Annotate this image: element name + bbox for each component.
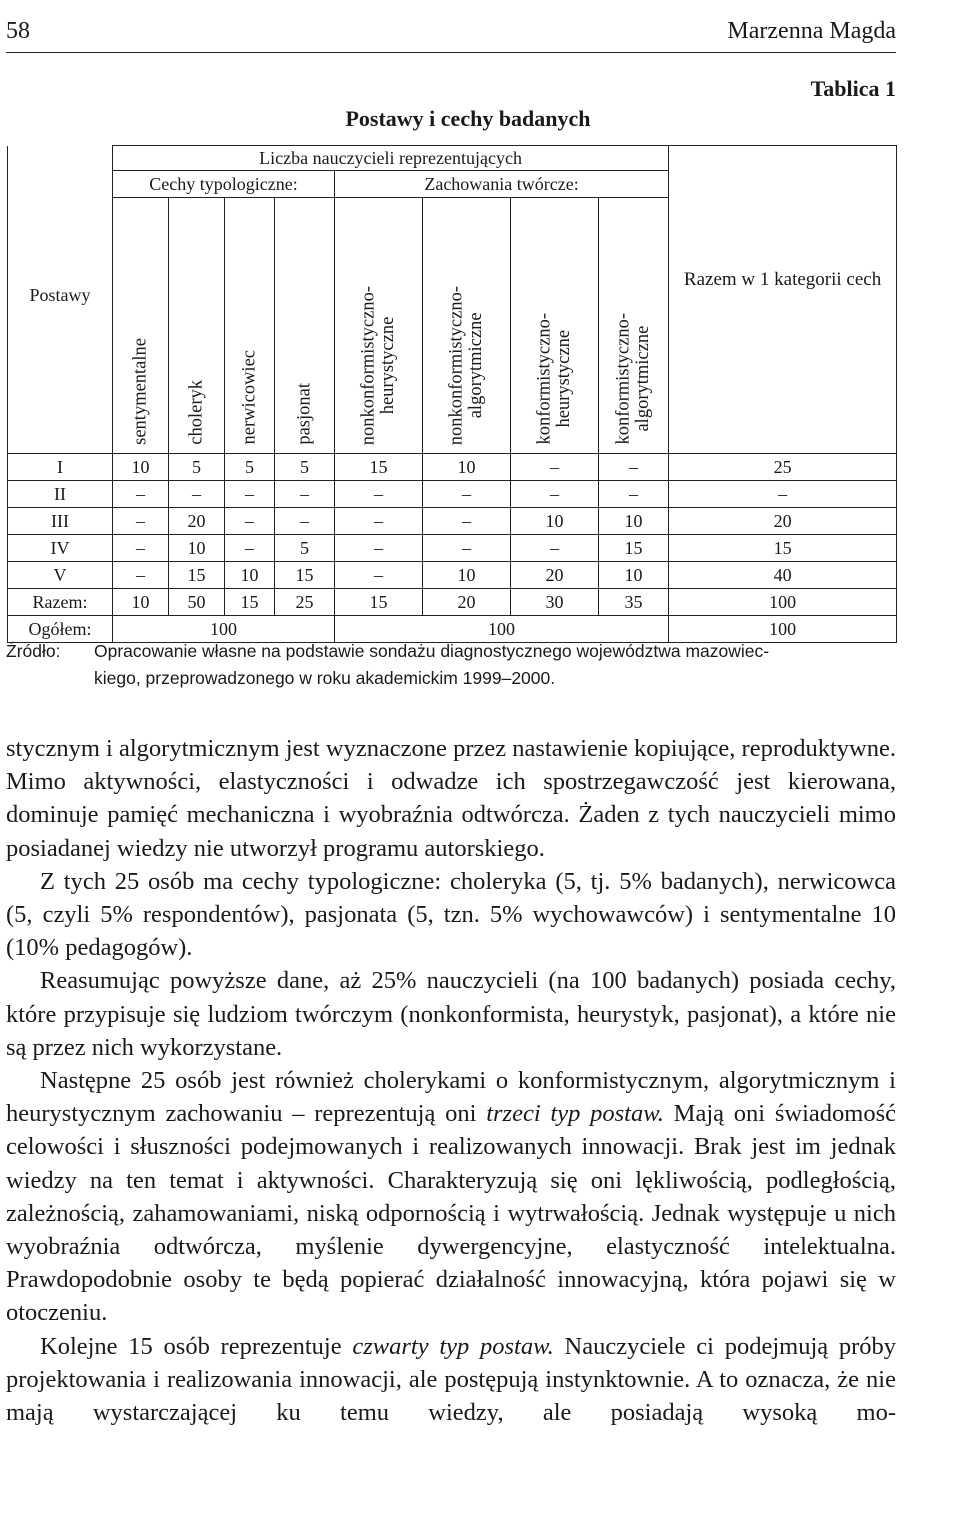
overall-total: 100 xyxy=(669,616,897,643)
paragraph xyxy=(6,1064,896,1330)
row-label: I xyxy=(8,454,113,481)
table-cell: 15 xyxy=(599,535,669,562)
source-line-1: Opracowanie własne na podstawie sondażu diagnostycznego województwa mazowiec- xyxy=(94,641,770,661)
table-cell: 10 xyxy=(113,589,169,616)
table-cell: 10 xyxy=(113,454,169,481)
table-cell: 10 xyxy=(599,508,669,535)
table-cell: 10 xyxy=(169,535,225,562)
page-number: 58 xyxy=(6,18,30,44)
source-line-2: kiego, przeprowadzonego w roku akademickim 1999–2000. xyxy=(94,668,556,688)
col-header-sentymentalne: sentymentalne xyxy=(129,338,150,445)
corner-cell-2 xyxy=(8,171,113,198)
table-cell: 15 xyxy=(335,589,423,616)
table-cell: – xyxy=(423,508,511,535)
table-cell: – xyxy=(275,508,335,535)
total-header: Razem w 1 kategorii cech xyxy=(669,198,897,454)
col-header-choleryk: choleryk xyxy=(185,380,206,445)
running-author: Marzenna Magda xyxy=(727,18,896,44)
overall-creative: 100 xyxy=(335,616,669,643)
col-header-konf-alg: konformistyczno- algorytmiczne xyxy=(613,313,653,445)
col-header-nonkonf-heur: nonkonformistyczno- heurystyczne xyxy=(358,285,398,445)
emphasis: trzeci typ postaw. xyxy=(486,1100,664,1128)
table-cell: – xyxy=(599,454,669,481)
row-label: IV xyxy=(8,535,113,562)
table-cell: 15 xyxy=(335,454,423,481)
col-header-pasjonat: pasjonat xyxy=(293,383,314,445)
source-label: Źródło: xyxy=(6,641,61,661)
table-cell: 30 xyxy=(511,589,599,616)
paragraph: Z tych 25 osób ma cechy typologiczne: choleryka (5, tj. 5% badanych), nerwicowca (5, czyli 5% respondentów), pasjonata (5, tzn. 5% wychowawców) i sentymentalne 10 (10% pedagogów). xyxy=(6,867,896,962)
table-cell: – xyxy=(335,562,423,589)
table-cell: – xyxy=(511,535,599,562)
table-cell: 25 xyxy=(275,589,335,616)
table-cell: 15 xyxy=(225,589,275,616)
table-cell: – xyxy=(335,481,423,508)
row-total: 20 xyxy=(669,508,897,535)
row-total: – xyxy=(669,481,897,508)
table-cell: – xyxy=(113,508,169,535)
table-cell: 15 xyxy=(169,562,225,589)
row-total: 15 xyxy=(669,535,897,562)
table-cell: 5 xyxy=(169,454,225,481)
page-header xyxy=(6,18,896,53)
table-title: Postawy i cechy badanych xyxy=(345,106,591,131)
row-label: V xyxy=(8,562,113,589)
table-cell: – xyxy=(511,481,599,508)
row-label: III xyxy=(8,508,113,535)
table-source-note xyxy=(6,638,896,692)
paragraph-text: Następne 25 osób jest również cholerykami o konformistycznym, algorytmicznym i heurystycznym zachowaniu – reprezentują oni xyxy=(6,1067,896,1128)
table-cell: 10 xyxy=(423,454,511,481)
overall-typological: 100 xyxy=(113,616,335,643)
table-cell: 35 xyxy=(599,589,669,616)
row-label: II xyxy=(8,481,113,508)
table-cell: – xyxy=(113,481,169,508)
group-creative: Zachowania twórcze: xyxy=(335,171,669,198)
row-total: 40 xyxy=(669,562,897,589)
table-cell: – xyxy=(113,562,169,589)
table-cell: – xyxy=(225,481,275,508)
table-cell: – xyxy=(599,481,669,508)
row-total: 100 xyxy=(669,589,897,616)
table-cell: 20 xyxy=(423,589,511,616)
table-cell: – xyxy=(423,535,511,562)
table-cell: 15 xyxy=(275,562,335,589)
table-cell: 10 xyxy=(225,562,275,589)
paragraph: Reasumując powyższe dane, aż 25% nauczycieli (na 100 badanych) posiada cechy, które przypisuje się ludziom twórczym (nonkonformista, heurystyk, pasjonat), a które nie są przez nich wykorzystane. xyxy=(6,967,896,1061)
corner-cell xyxy=(8,146,113,171)
table-cell: 5 xyxy=(225,454,275,481)
table-cell: 20 xyxy=(169,508,225,535)
paragraph-text: Nauczyciele ci podejmują próby projektowania i realizowania innowacji, ale postępują instynktownie. A to oznacza, że nie mają wystarczającej ku temu wiedzy, ale posiadają wysoką mo- xyxy=(6,1332,897,1427)
table-cell: 50 xyxy=(169,589,225,616)
table-number: Tablica 1 xyxy=(810,76,896,101)
table-cell: 5 xyxy=(275,535,335,562)
paragraph-text: Mają oni świadomość celowości i słuszności podejmowanych i realizowanych innowacji. Brak jest im jednak wiedzy na ten temat i aktywności. Charakteryzują się oni lękliwością, podległością, zależnością, zahamowaniami, niską odpornością i wytrwałością. Jednak występuje u nich wyobraźnia odtwórcza, myślenie dywergencyjne, elastyczność intelektualna. Prawdopodobnie osoby te będą popierać działalność innowacyjną, która pojawi się w otoczeniu. xyxy=(6,1100,896,1327)
data-table xyxy=(7,145,897,643)
row-header: Postawy xyxy=(8,198,113,454)
top-header: Liczba nauczycieli reprezentujących xyxy=(113,146,669,171)
table-cell: – xyxy=(225,508,275,535)
table-cell: – xyxy=(275,481,335,508)
table-cell: 10 xyxy=(511,508,599,535)
col-header-nerwicowiec: nerwicowiec xyxy=(238,350,259,445)
col-header-nonkonf-alg: nonkonformistyczno- algorytmiczne xyxy=(446,285,486,445)
table-cell: – xyxy=(169,481,225,508)
corner-cell-right xyxy=(669,146,897,171)
table-cell: – xyxy=(113,535,169,562)
paragraph xyxy=(6,1330,896,1430)
table-cell: – xyxy=(335,508,423,535)
table-cell: – xyxy=(225,535,275,562)
group-typological: Cechy typologiczne: xyxy=(113,171,335,198)
table-cell: 10 xyxy=(599,562,669,589)
table-cell: 20 xyxy=(511,562,599,589)
body-text xyxy=(6,732,896,1429)
table-cell: 5 xyxy=(275,454,335,481)
emphasis: czwarty typ postaw. xyxy=(352,1332,554,1360)
table-cell: – xyxy=(423,481,511,508)
paragraph-text: Kolejne 15 osób reprezentuje xyxy=(40,1332,342,1360)
table-cell: – xyxy=(511,454,599,481)
paragraph: stycznym i algorytmicznym jest wyznaczone przez nastawienie kopiujące, reproduktywne. Mimo aktywności, elastyczności i odwadze ich spostrzegawczość jest kierowana, dominuje pamięć mechaniczna i wyobraźnia odtwórcza. Żaden z tych nauczycieli mimo posiadanej wiedzy nie utworzył programu autorskiego. xyxy=(6,735,896,862)
row-label: Razem: xyxy=(8,589,113,616)
overall-label: Ogółem: xyxy=(8,616,113,643)
col-header-konf-heur: konformistyczno- heurystyczne xyxy=(534,313,574,445)
corner-cell-right-2 xyxy=(669,171,897,198)
row-total: 25 xyxy=(669,454,897,481)
table-cell: – xyxy=(335,535,423,562)
table-cell: 10 xyxy=(423,562,511,589)
